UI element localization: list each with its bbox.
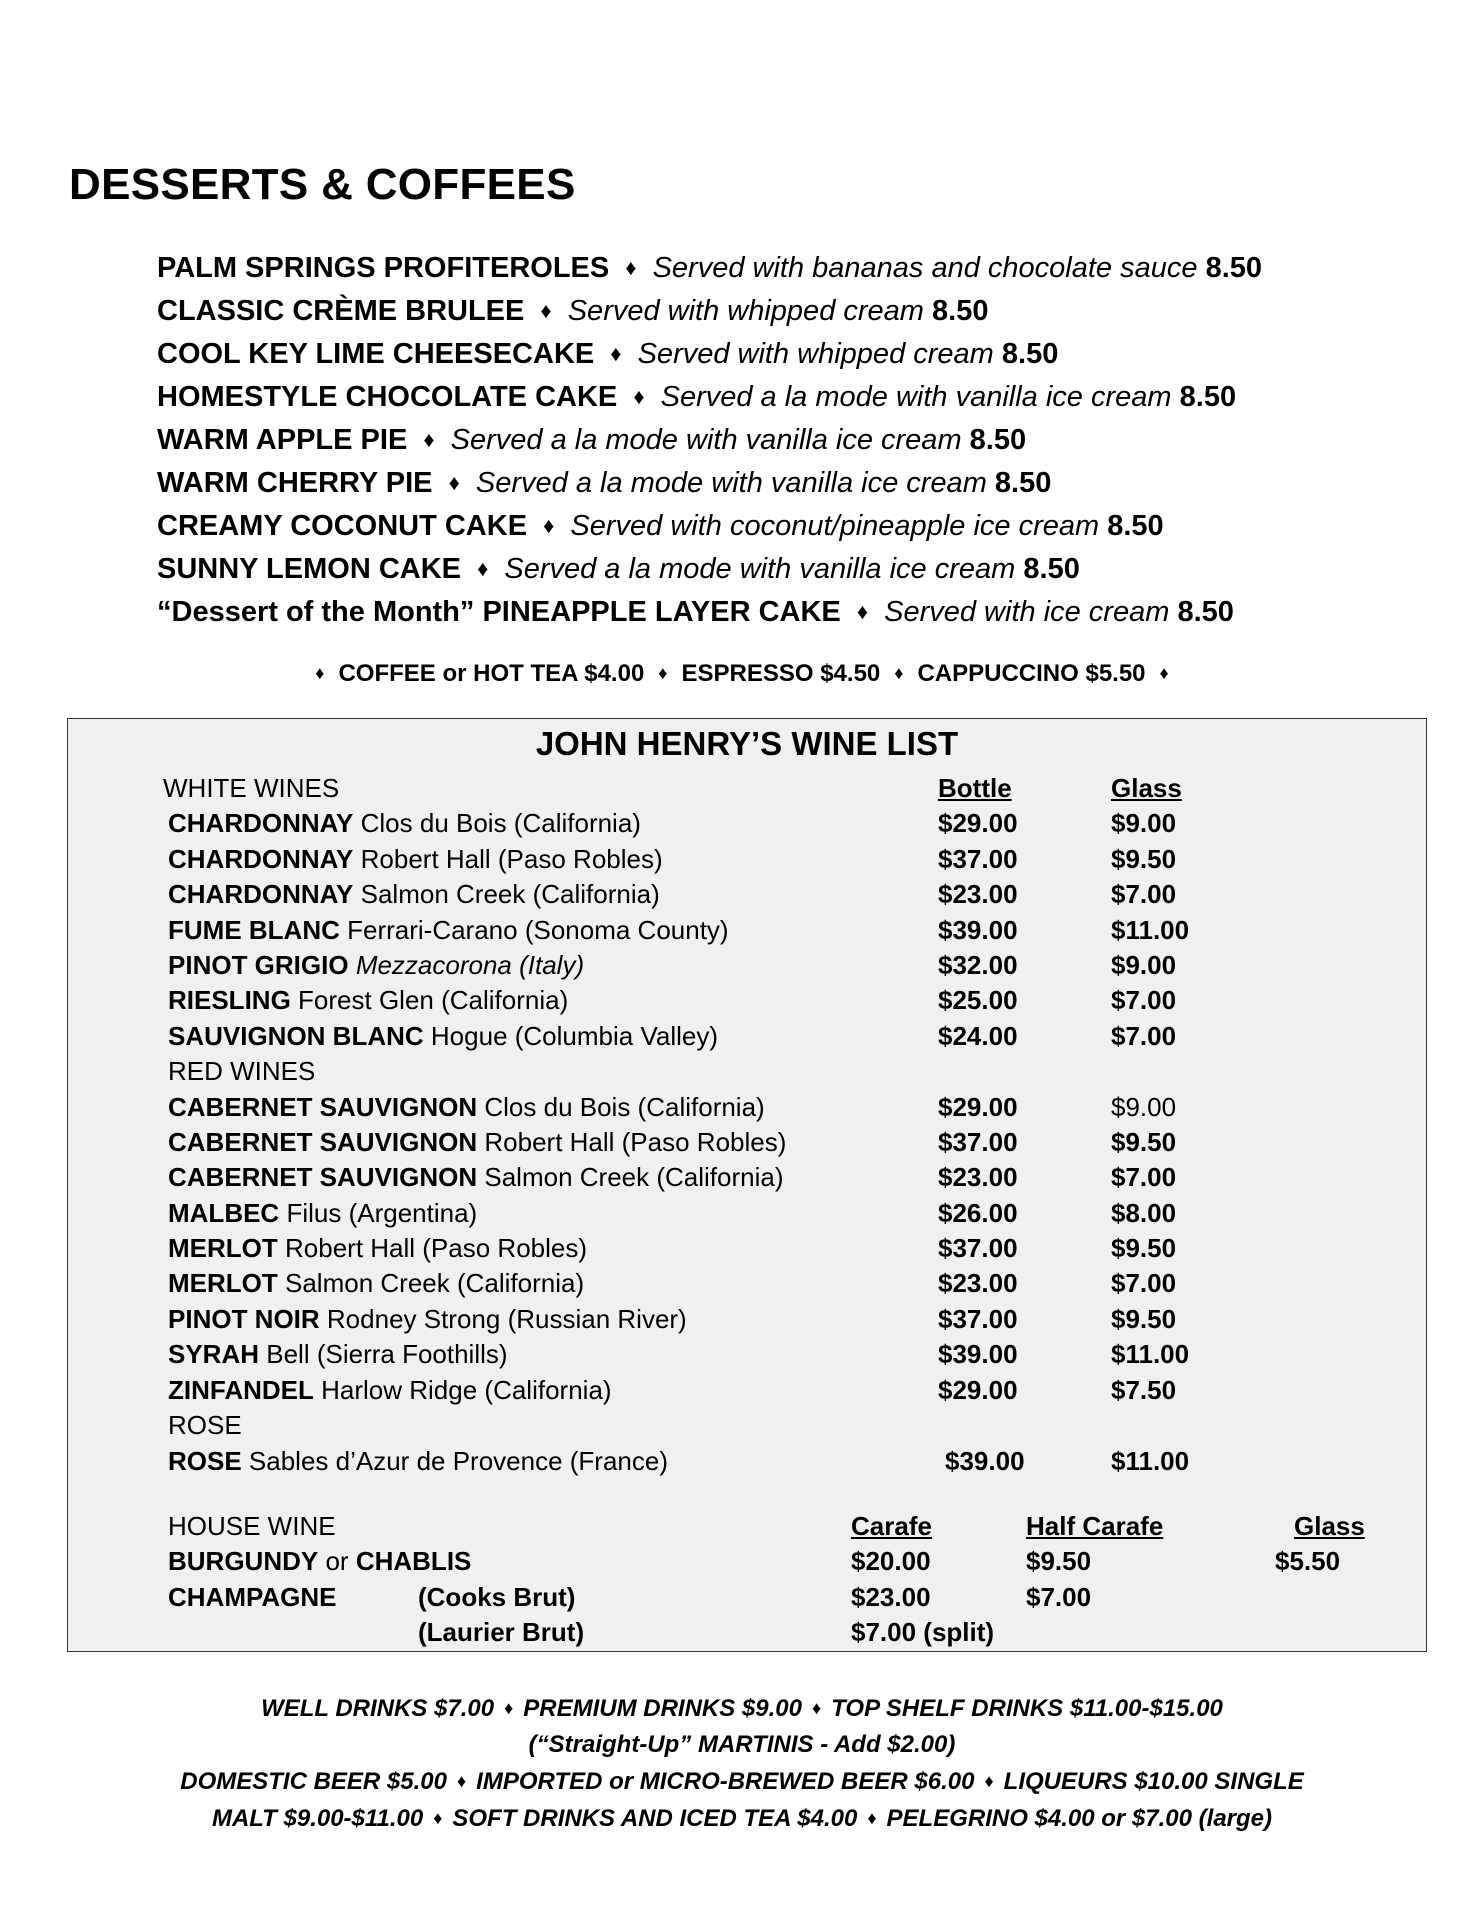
wine-row xyxy=(68,1160,1426,1195)
glass-price: $11.00 xyxy=(1111,914,1190,945)
category-label: ROSE xyxy=(168,1410,242,1441)
wine-name xyxy=(168,1160,783,1195)
wine-list-box xyxy=(67,718,1427,1652)
dessert-price: 8.50 xyxy=(1023,553,1080,585)
diamond-icon: ♦ xyxy=(1159,663,1169,683)
wine-row xyxy=(68,1231,1426,1266)
dessert-description: Served with bananas and chocolate sauce xyxy=(652,252,1198,284)
dessert-item xyxy=(157,547,1397,590)
dessert-item xyxy=(157,375,1397,418)
bottle-price: $39.00 xyxy=(938,1339,1018,1370)
bar-drinks-footer xyxy=(0,1690,1484,1836)
dessert-description: Served with coconut/pineapple ice cream xyxy=(570,510,1100,542)
dessert-name: CREAMY COCONUT CAKE xyxy=(157,510,528,542)
dessert-description: Served with whipped cream xyxy=(567,295,924,327)
house-row xyxy=(68,1615,1426,1650)
dessert-item xyxy=(157,590,1397,633)
bottle-price: $29.00 xyxy=(938,808,1018,839)
footer-item: TOP SHELF DRINKS $11.00-$15.00 xyxy=(831,1695,1223,1722)
wine-row xyxy=(68,948,1426,983)
wine-producer: Salmon Creek (California) xyxy=(285,1268,585,1299)
footer-item: SOFT DRINKS AND ICED TEA $4.00 xyxy=(452,1804,858,1832)
wine-row xyxy=(68,1373,1426,1408)
glass-price: $7.00 xyxy=(1111,879,1177,910)
wine-name xyxy=(168,806,641,841)
carafe-header: Carafe xyxy=(851,1511,932,1541)
wine-producer: Mezzacorona (Italy) xyxy=(355,949,585,980)
half-carafe-header: Half Carafe xyxy=(1026,1511,1164,1541)
wine-row xyxy=(68,806,1426,841)
wine-varietal: SYRAH xyxy=(168,1339,260,1370)
wine-varietal: CHABLIS xyxy=(355,1546,472,1577)
wine-row xyxy=(68,842,1426,877)
glass-price: $7.00 xyxy=(1111,1020,1177,1051)
footer-item: DOMESTIC BEER $5.00 xyxy=(180,1768,447,1795)
dessert-description: Served a la mode with vanilla ice cream xyxy=(660,381,1172,413)
footer-item: IMPORTED or MICRO-BREWED BEER $6.00 xyxy=(476,1768,975,1795)
carafe-price: $7.00 (split) xyxy=(851,1617,995,1648)
bottle-price: $29.00 xyxy=(938,1374,1018,1405)
carafe-price: $20.00 xyxy=(851,1546,931,1577)
wine-name xyxy=(168,1231,587,1266)
wine-row xyxy=(68,983,1426,1018)
house-wine-name: CHAMPAGNE xyxy=(168,1581,337,1612)
diamond-icon: ♦ xyxy=(433,1807,443,1828)
wine-table xyxy=(68,771,1426,1480)
wine-producer: Clos du Bois (California) xyxy=(360,808,641,839)
dessert-description: Served with whipped cream xyxy=(637,338,994,370)
dessert-price: 8.50 xyxy=(994,467,1052,499)
page-title: DESSERTS & COFFEES xyxy=(69,160,576,209)
dessert-price: 8.50 xyxy=(1205,252,1263,284)
bottle-price: $37.00 xyxy=(938,1233,1018,1264)
bottle-price: $24.00 xyxy=(938,1020,1018,1051)
wine-varietal: PINOT GRIGIO xyxy=(168,949,349,980)
dessert-price: 8.50 xyxy=(932,295,989,327)
champagne-brand: (Cooks Brut) xyxy=(418,1581,576,1612)
bottle-price: $26.00 xyxy=(938,1197,1018,1228)
wine-producer: Filus (Argentina) xyxy=(286,1197,478,1228)
wine-varietal: CABERNET SAUVIGNON xyxy=(168,1162,478,1193)
dessert-item xyxy=(157,504,1397,547)
dessert-item xyxy=(157,461,1397,504)
dessert-name: SUNNY LEMON CAKE xyxy=(157,553,461,585)
footer-item: PELEGRINO $4.00 or $7.00 (large) xyxy=(886,1804,1273,1832)
wine-row xyxy=(68,1443,1426,1480)
diamond-icon: ♦ xyxy=(856,599,869,624)
wine-varietal: PINOT NOIR xyxy=(168,1303,320,1334)
bottle-price: $23.00 xyxy=(938,879,1018,910)
bottle-price: $23.00 xyxy=(938,1162,1018,1193)
wine-list-title: JOHN HENRY’S WINE LIST xyxy=(535,725,959,762)
wine-varietal: CHARDONNAY xyxy=(168,843,354,874)
wine-name xyxy=(168,1443,668,1480)
bottle-price: $37.00 xyxy=(938,1303,1018,1334)
bottle-price: $37.00 xyxy=(938,843,1018,874)
wine-producer: Clos du Bois (California) xyxy=(484,1091,765,1122)
wine-row xyxy=(68,1337,1426,1372)
wine-row xyxy=(68,877,1426,912)
coffee-item: COFFEE or HOT TEA $4.00 xyxy=(338,660,645,687)
wine-row xyxy=(68,913,1426,948)
diamond-icon: ♦ xyxy=(658,663,668,683)
bottle-price: $32.00 xyxy=(938,949,1018,980)
wine-name xyxy=(168,842,663,877)
wine-varietal: MERLOT xyxy=(168,1233,278,1264)
diamond-icon: ♦ xyxy=(984,1771,994,1791)
category-label: WHITE WINES xyxy=(163,773,340,803)
wine-producer: Salmon Creek (California) xyxy=(360,879,660,910)
glass-price: $9.50 xyxy=(1111,843,1177,874)
house-header-row xyxy=(68,1509,1426,1544)
dessert-item xyxy=(157,289,1397,332)
diamond-icon: ♦ xyxy=(315,663,325,683)
footer-item: LIQUEURS $10.00 SINGLE xyxy=(1003,1768,1304,1795)
wine-producer: Rodney Strong (Russian River) xyxy=(326,1303,687,1334)
glass-price: $9.50 xyxy=(1111,1233,1177,1264)
champagne-brand: (Laurier Brut) xyxy=(418,1617,585,1648)
wine-producer: Hogue (Columbia Valley) xyxy=(430,1020,718,1051)
wine-varietal: FUME BLANC xyxy=(168,914,340,945)
dessert-price: 8.50 xyxy=(1179,381,1237,413)
category-row xyxy=(68,1054,1426,1089)
wine-varietal: ROSE xyxy=(168,1446,242,1477)
diamond-icon: ♦ xyxy=(540,298,552,323)
wine-varietal: CHARDONNAY xyxy=(168,808,354,839)
house-wine-table xyxy=(68,1509,1426,1651)
footer-item: PREMIUM DRINKS $9.00 xyxy=(523,1695,802,1722)
wine-varietal: SAUVIGNON BLANC xyxy=(168,1020,424,1051)
glass-price: $7.00 xyxy=(1111,1268,1177,1299)
category-label: RED WINES xyxy=(168,1056,316,1087)
glass-header: Glass xyxy=(1111,773,1182,803)
bottle-header: Bottle xyxy=(938,773,1012,803)
diamond-icon: ♦ xyxy=(811,1698,822,1718)
coffee-item: CAPPUCCINO $5.50 xyxy=(917,660,1146,687)
glass-price: $7.50 xyxy=(1111,1374,1177,1405)
wine-row xyxy=(68,1266,1426,1301)
glass-header: Glass xyxy=(1294,1511,1365,1541)
wine-producer: Robert Hall (Paso Robles) xyxy=(285,1233,588,1264)
footer-line xyxy=(0,1763,1484,1800)
glass-price: $9.00 xyxy=(1111,1091,1177,1122)
wine-name xyxy=(168,948,584,983)
dessert-description: Served a la mode with vanilla ice cream xyxy=(450,424,962,456)
dessert-description: Served a la mode with vanilla ice cream xyxy=(504,553,1016,585)
diamond-icon: ♦ xyxy=(625,255,637,280)
dessert-name: PALM SPRINGS PROFITEROLES xyxy=(157,252,610,284)
diamond-icon: ♦ xyxy=(423,427,435,452)
dessert-name: CLASSIC CRÈME BRULEE xyxy=(157,295,525,327)
glass-price: $9.00 xyxy=(1111,949,1177,980)
coffee-line xyxy=(0,660,1484,688)
dessert-item xyxy=(157,332,1397,375)
wine-producer: Bell (Sierra Foothills) xyxy=(266,1339,508,1370)
house-row xyxy=(68,1580,1426,1615)
wine-varietal: CHARDONNAY xyxy=(168,879,354,910)
wine-producer: Sables d’Azur de Provence (France) xyxy=(248,1446,669,1477)
wine-producer: Ferrari-Carano (Sonoma County) xyxy=(347,914,729,945)
wine-varietal: MALBEC xyxy=(168,1197,280,1228)
dessert-name: “Dessert of the Month” PINEAPPLE LAYER CAKE xyxy=(157,596,841,628)
dessert-price: 8.50 xyxy=(1177,596,1234,628)
diamond-icon: ♦ xyxy=(894,663,904,683)
diamond-icon: ♦ xyxy=(867,1807,877,1828)
glass-price: $5.50 xyxy=(1275,1546,1341,1577)
wine-name xyxy=(168,1019,718,1054)
wine-name xyxy=(168,1196,477,1231)
wine-name xyxy=(168,1373,612,1408)
dessert-item xyxy=(157,246,1397,289)
dessert-name: COOL KEY LIME CHEESECAKE xyxy=(157,338,595,370)
wine-varietal: CABERNET SAUVIGNON xyxy=(168,1126,478,1157)
wine-producer: Salmon Creek (California) xyxy=(484,1162,784,1193)
wine-producer: Robert Hall (Paso Robles) xyxy=(484,1126,787,1157)
dessert-name: WARM APPLE PIE xyxy=(157,424,408,456)
half-carafe-price: $9.50 xyxy=(1026,1546,1092,1577)
dessert-name: HOMESTYLE CHOCOLATE CAKE xyxy=(157,381,618,413)
wine-varietal: ZINFANDEL xyxy=(168,1374,314,1405)
glass-price: $8.00 xyxy=(1111,1197,1177,1228)
wine-name xyxy=(168,877,660,912)
wine-name xyxy=(168,1266,584,1301)
glass-price: $9.50 xyxy=(1111,1303,1177,1334)
wine-varietal: CABERNET SAUVIGNON xyxy=(168,1091,478,1122)
footer-item: MALT $9.00-$11.00 xyxy=(211,1804,424,1832)
dessert-item xyxy=(157,418,1397,461)
wine-name xyxy=(168,1337,508,1372)
bottle-price: $37.00 xyxy=(938,1126,1018,1157)
dessert-description: Served a la mode with vanilla ice cream xyxy=(475,467,987,499)
diamond-icon: ♦ xyxy=(543,513,555,538)
wine-row xyxy=(68,1302,1426,1337)
wine-row xyxy=(68,1125,1426,1160)
connector: or xyxy=(325,1546,349,1577)
diamond-icon: ♦ xyxy=(448,470,460,495)
glass-price: $11.00 xyxy=(1111,1446,1190,1477)
glass-price: $7.00 xyxy=(1111,985,1177,1016)
diamond-icon: ♦ xyxy=(504,1698,514,1718)
wine-producer: Forest Glen (California) xyxy=(298,985,569,1016)
dessert-price: 8.50 xyxy=(969,424,1027,456)
bottle-price: $39.00 xyxy=(938,914,1018,945)
bottle-price: $23.00 xyxy=(938,1268,1018,1299)
wine-varietal: RIESLING xyxy=(168,985,291,1016)
glass-price: $7.00 xyxy=(1111,1162,1177,1193)
wine-name xyxy=(168,1302,687,1337)
bottle-price: $29.00 xyxy=(938,1091,1018,1122)
wine-name xyxy=(168,913,729,948)
footer-line xyxy=(0,1800,1484,1837)
bottle-price: $25.00 xyxy=(938,985,1018,1016)
wine-name xyxy=(168,1125,786,1160)
glass-price: $9.00 xyxy=(1111,808,1177,839)
coffee-item: ESPRESSO $4.50 xyxy=(681,660,881,687)
wine-varietal: BURGUNDY xyxy=(168,1546,319,1577)
dessert-price: 8.50 xyxy=(1001,338,1059,370)
category-label: HOUSE WINE xyxy=(168,1511,336,1541)
category-row xyxy=(68,1408,1426,1443)
carafe-price: $23.00 xyxy=(851,1581,931,1612)
diamond-icon: ♦ xyxy=(456,1771,467,1791)
footer-line xyxy=(0,1690,1484,1727)
wine-row xyxy=(68,1090,1426,1125)
wine-varietal: MERLOT xyxy=(168,1268,278,1299)
diamond-icon: ♦ xyxy=(633,384,645,409)
glass-price: $9.50 xyxy=(1111,1126,1177,1157)
dessert-list xyxy=(157,246,1397,633)
wine-producer: Harlow Ridge (California) xyxy=(321,1374,612,1405)
footer-item: WELL DRINKS $7.00 xyxy=(261,1695,495,1722)
glass-price: $11.00 xyxy=(1111,1339,1190,1370)
wine-name xyxy=(168,983,568,1018)
house-wine-name xyxy=(168,1544,471,1579)
diamond-icon: ♦ xyxy=(610,341,622,366)
wine-row xyxy=(68,1196,1426,1231)
dessert-name: WARM CHERRY PIE xyxy=(157,467,433,499)
footer-line: (“Straight-Up” MARTINIS - Add $2.00) xyxy=(528,1730,956,1758)
half-carafe-price: $7.00 xyxy=(1026,1581,1092,1612)
wine-producer: Robert Hall (Paso Robles) xyxy=(360,843,663,874)
dessert-price: 8.50 xyxy=(1107,510,1164,542)
wine-header-row xyxy=(68,771,1426,806)
wine-name xyxy=(168,1090,765,1125)
house-row xyxy=(68,1544,1426,1579)
diamond-icon: ♦ xyxy=(477,556,489,581)
dessert-description: Served with ice cream xyxy=(884,596,1170,628)
wine-row xyxy=(68,1019,1426,1054)
bottle-price: $39.00 xyxy=(945,1446,1025,1477)
